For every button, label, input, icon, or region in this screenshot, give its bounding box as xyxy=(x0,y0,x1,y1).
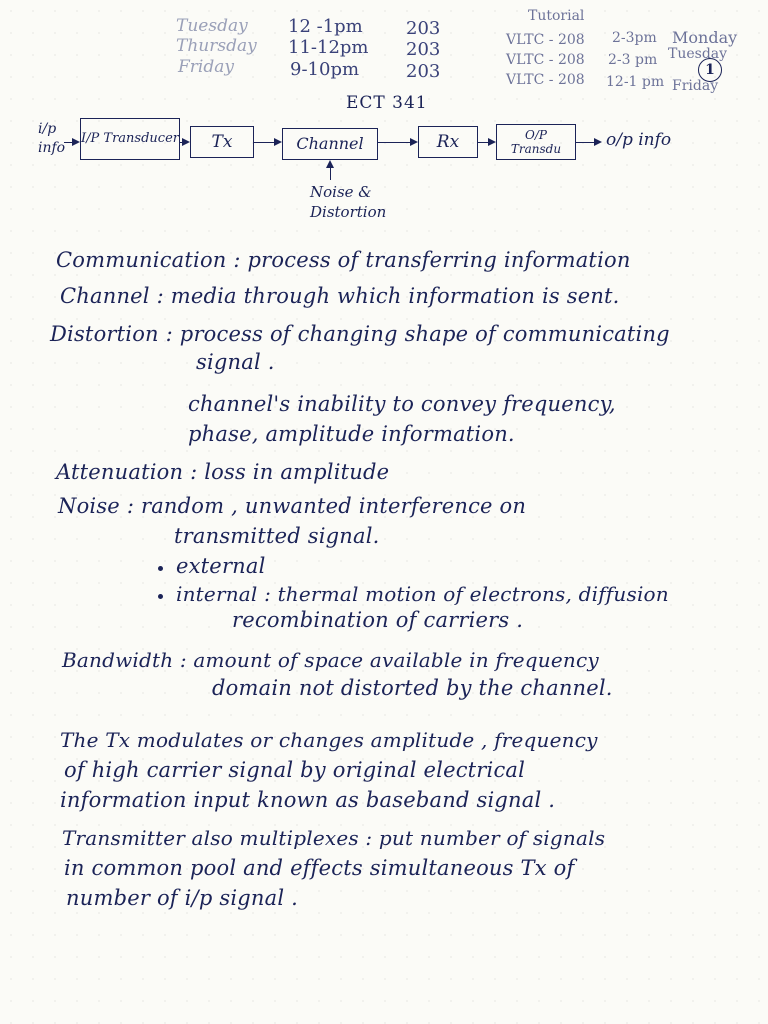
tutorial-room-2: VLTC - 208 xyxy=(506,52,585,68)
tutorial-room-1: VLTC - 208 xyxy=(506,32,585,48)
schedule-room-2: 203 xyxy=(406,39,441,60)
bullet-external xyxy=(158,566,163,571)
bullet-internal xyxy=(158,594,163,599)
tutorial-day-3: Friday xyxy=(672,78,719,94)
course-title: ECT 341 xyxy=(346,93,428,113)
tutorial-time-1: 2-3pm xyxy=(612,30,657,46)
schedule-day-2: Thursday xyxy=(176,36,257,56)
tutorial-time-2: 2-3 pm xyxy=(608,52,658,68)
schedule-room-1: 203 xyxy=(406,18,441,39)
schedule-room-3: 203 xyxy=(406,61,441,82)
note-multiplex-3: number of i/p signal . xyxy=(66,886,298,910)
input-info-label: i/p info xyxy=(38,121,66,156)
note-communication: Communication : process of transferring information xyxy=(56,248,631,272)
note-distortion-cont: signal . xyxy=(196,350,275,374)
block-output-transducer: O/P Transdu xyxy=(496,124,576,160)
page-number: 1 xyxy=(698,58,722,82)
note-bandwidth: Bandwidth : amount of space available in frequency xyxy=(62,648,599,672)
note-tx-3: information input known as baseband signal . xyxy=(60,788,556,812)
note-bandwidth-cont: domain not distorted by the channel. xyxy=(212,676,613,700)
note-distortion-2-cont: phase, amplitude information. xyxy=(188,422,515,446)
arrow-2 xyxy=(254,142,280,143)
arrow-input xyxy=(64,142,78,143)
tutorial-room-3: VLTC - 208 xyxy=(506,72,585,88)
schedule-time-1: 12 -1pm xyxy=(288,16,363,37)
note-tx-1: The Tx modulates or changes amplitude , frequency xyxy=(60,728,598,752)
tutorial-day-1: Monday xyxy=(672,28,738,47)
arrow-output xyxy=(576,142,600,143)
tutorial-time-3: 12-1 pm xyxy=(606,74,665,90)
note-distortion-2: channel's inability to convey frequency, xyxy=(188,392,616,416)
noise-label: Noise & Distortion xyxy=(310,183,387,221)
note-tx-2: of high carrier signal by original electrical xyxy=(64,758,526,782)
noise-arrow xyxy=(330,166,331,180)
arrow-1 xyxy=(180,142,188,143)
note-noise-internal: internal : thermal motion of electrons, diffusion xyxy=(176,582,669,606)
block-channel: Channel xyxy=(282,128,378,160)
note-channel: Channel : media through which information is sent. xyxy=(60,284,620,308)
note-attenuation: Attenuation : loss in amplitude xyxy=(56,460,390,484)
note-noise-cont: transmitted signal. xyxy=(174,524,380,548)
note-multiplex-2: in common pool and effects simultaneous Tx of xyxy=(64,856,575,880)
schedule-time-3: 9-10pm xyxy=(290,59,360,80)
block-tx: Tx xyxy=(190,126,254,158)
note-noise-external: external xyxy=(176,554,266,578)
note-noise-internal-cont: recombination of carriers . xyxy=(232,608,524,632)
note-distortion: Distortion : process of changing shape of communicating xyxy=(50,322,670,346)
block-rx: Rx xyxy=(418,126,478,158)
note-noise: Noise : random , unwanted interference on xyxy=(58,494,527,518)
arrow-4 xyxy=(478,142,494,143)
block-input-transducer: I/P Transducer xyxy=(80,118,180,160)
tutorial-heading: Tutorial xyxy=(528,8,585,24)
tutorial-day-2: Tuesday xyxy=(668,46,728,62)
arrow-3 xyxy=(378,142,416,143)
schedule-time-2: 11-12pm xyxy=(288,37,369,58)
note-multiplex-1: Transmitter also multiplexes : put number of signals xyxy=(62,826,606,850)
schedule-day-3: Friday xyxy=(178,57,234,77)
schedule-day-1: Tuesday xyxy=(176,16,248,36)
output-info-label: o/p info xyxy=(606,130,672,150)
